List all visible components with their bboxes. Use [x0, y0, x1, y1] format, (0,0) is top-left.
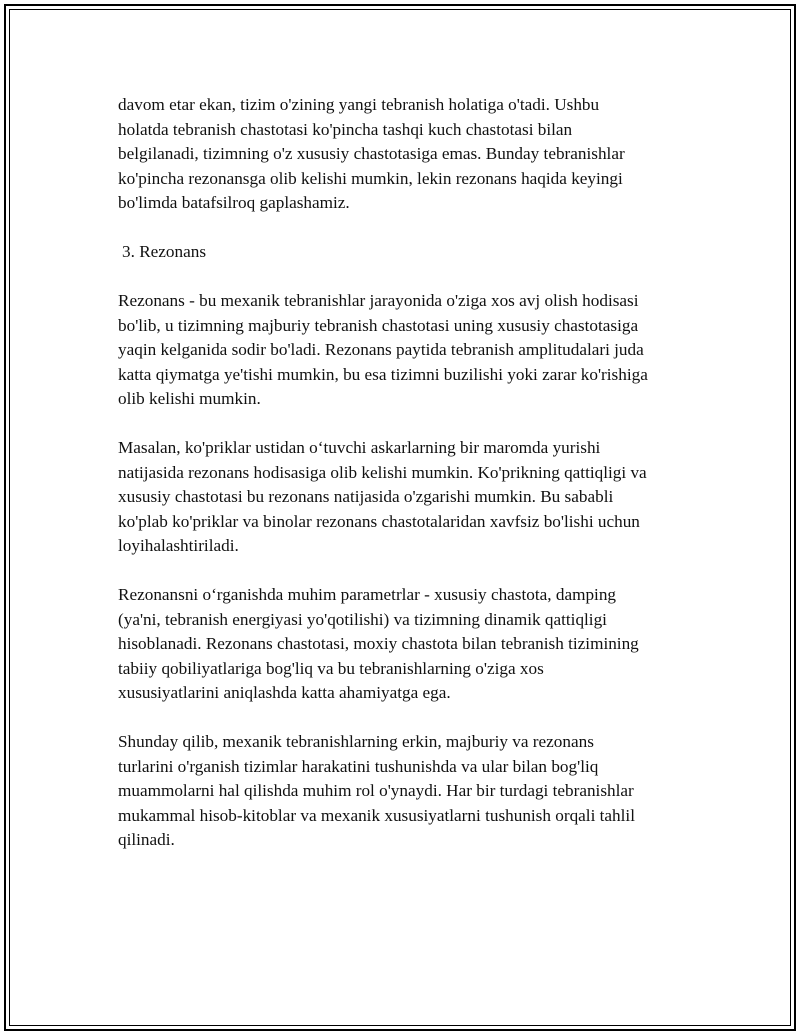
intro-paragraph: davom etar ekan, tizim o'zining yangi tebranish holatiga o'tadi. Ushbu holatda tebranish chastotasi ko'pincha tashqi kuch chastotasi bilan belgilanadi, tizimning o'z xususiy chastotasiga emas. Bunday tebranishlar ko'pincha rezonansga olib kelishi mumkin, lekin rezonans haqida keyingi bo'limda batafsilroq gaplashamiz.: [118, 95, 625, 212]
body-paragraph-2: Masalan, ko'priklar ustidan o‘tuvchi askarlarning bir maromda yurishi natijasida rezonans hodisasiga olib kelishi mumkin. Ko'prikning qattiqligi va xususiy chastotasi bu rezonans natijasida o'zgarishi mumkin. Bu sababli ko'plab ko'priklar va binolar rezonans chastotalaridan xavfsiz bo'lishi uchun loyihalashtiriladi.: [118, 438, 647, 555]
body-paragraph-3: Rezonansni o‘rganishda muhim parametrlar - xususiy chastota, damping (ya'ni, tebranish energiyasi yo'qotilishi) va tizimning dinamik qattiqligi hisoblanadi. Rezonans chastotasi, moxiy chastota bilan tebranish tizimining tabiiy qobiliyatlariga bog'liq va bu tebranishlarning o'ziga xos xususiyatlarini aniqlashda katta ahamiyatga ega.: [118, 585, 639, 702]
body-paragraph-4: Shunday qilib, mexanik tebranishlarning erkin, majburiy va rezonans turlarini o'rganish tizimlar harakatini tushunishda va ular bilan bog'liq muammolarni hal qilishda muhim rol o'ynaydi. Har bir turdagi tebranishlar mukammal hisob-kitoblar va mexanik xususiyatlarni tushunish orqali tahlil qilinadi.: [118, 732, 635, 849]
section-heading: 3. Rezonans: [122, 242, 207, 261]
document-body: [118, 93, 698, 853]
body-paragraph-1: Rezonans - bu mexanik tebranishlar jarayonida o'ziga xos avj olish hodisasi bo'lib, u tizimning majburiy tebranish chastotasi uning xususiy chastotasiga yaqin kelganida sodir bo'ladi. Rezonans paytida tebranish amplitudalari juda katta qiymatga ye'tishi mumkin, bu esa tizimni buzilishi yoki zarar ko'rishiga olib kelishi mumkin.: [118, 291, 648, 408]
